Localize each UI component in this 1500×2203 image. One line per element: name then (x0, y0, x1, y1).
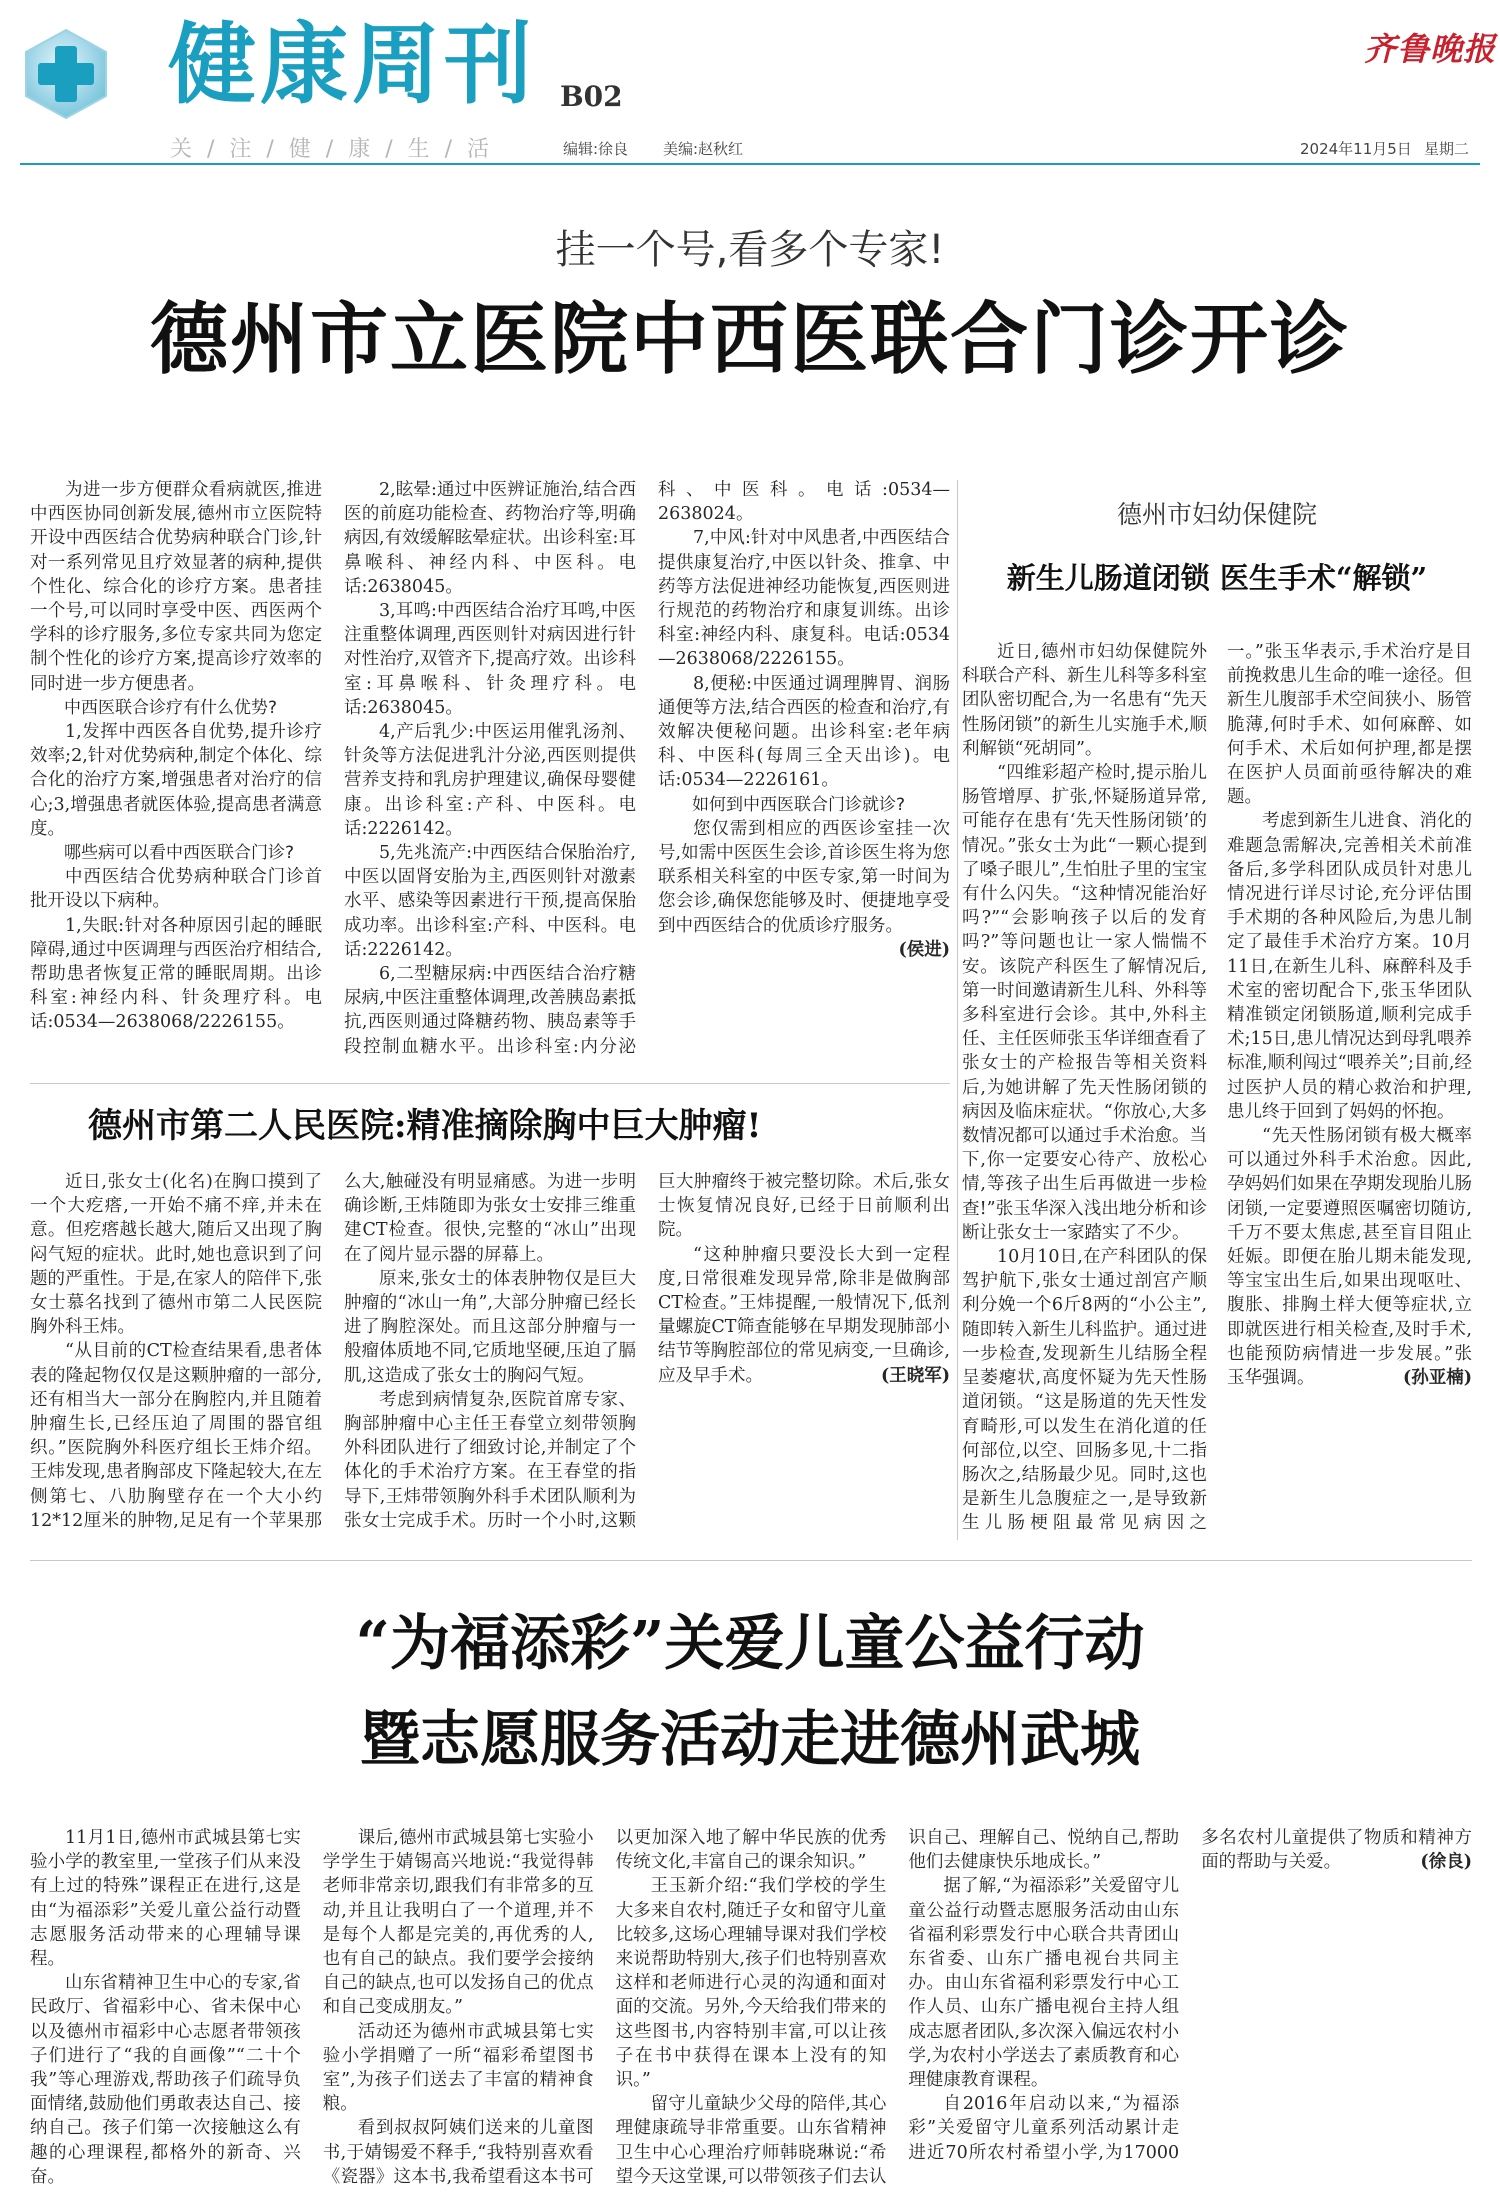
byline: (侯进) (898, 939, 950, 960)
main-kicker: 挂一个号,看多个专家! (555, 227, 945, 273)
issue-date: 2024年11月5日 (1300, 140, 1412, 158)
article-paragraph: 课后,德州市武城县第七实验小学学生于婧锡高兴地说:“我觉得韩老师非常亲切,跟我们有非常多的互动,并且让我明白了一个道理,并不是每个人都是完美的,再优秀的人,也有自己的缺点。我们要学会接纳自己的缺点,也可以发扬自己的优点和自己变成朋友。” (322, 1828, 594, 2018)
charity-article-body (30, 1826, 1472, 2190)
article-paragraph: “四维彩超产检时,提示胎儿肠管增厚、扩张,怀疑肠道异常,可能存在患有‘先天性肠闭锁’的情况。”张女士为此“一颗心提到了嗓子眼儿”,生怕肚子里的宝宝有什么闪失。“这种情况能治好吗?”“会影响孩子以后的发育吗?”等问题也让一家人惴惴不安。该院产科医生了解情况后,第一时间邀请新生儿科、外科等多科室进行会诊。其中,外科主任、主任医师张玉华详细查看了张女士的产检报告等相关资料后,为她讲解了先天性肠闭锁的病因及临床症状。“你放心,大多数情况都可以通过手术治愈。当下,你一定要安心待产、放松心情,等孩子出生后再做进一步检查!”张玉华深入浅出地分析和诊断让张女士一家踏实了不少。 (962, 763, 1207, 1243)
article-paragraph: 活动还为德州市武城县第七实验小学捐赠了一所“福彩希望图书室”,为孩子们送去了丰富的精神食粮。 (322, 2021, 594, 2115)
column-divider (957, 480, 958, 1540)
byline: (徐良) (1420, 1852, 1472, 1873)
page-number: B02 (560, 80, 623, 113)
main-article-body (30, 478, 950, 1072)
maternal-article-body (962, 640, 1472, 1538)
article-paragraph-text: “这种肿瘤只要没长大到一定程度,日常很难发现异常,除非是做胸部CT检查。”王炜提醒,一般情况下,低剂量螺旋CT筛查能够在早期发现肺部小结节等胸腔部位的常见病变,一旦确诊,应及早手术。 (658, 1244, 950, 1386)
article-paragraph: 中西医结合优势病种联合门诊首批开设以下病种。 (30, 867, 322, 912)
charity-headline-line1: “为福添彩”关爱儿童公益行动 (355, 1609, 1145, 1679)
article-paragraph: 3,耳鸣:中西医结合治疗耳鸣,中医注重整体调理,西医则针对病因进行针对性治疗,双管齐下,提高疗效。出诊科室:耳鼻喉科、针灸理疗科。电话:2638045。 (344, 601, 636, 718)
article-paragraph-text: 您仅需到相应的西医诊室挂一次号,如需中医医生会诊,首诊医生将为您联系相关科室的中医专家,第一时间为您会诊,确保您能够及时、便捷地享受到中西医结合的优质诊疗服务。 (658, 818, 950, 936)
section-divider (30, 1083, 950, 1084)
article-paragraph: 11月1日,德州市武城县第七实验小学的教室里,一堂孩子们从来没有上过的特殊”课程正在进行,这是由“为福添彩”关爱儿童公益行动暨志愿服务活动带来的心理辅导课程。 (30, 1828, 301, 1970)
newspaper-logo: 齐鲁晚报 (1364, 30, 1497, 68)
surgery-article-body (30, 1170, 950, 1538)
surgery-headline: 德州市第二人民医院:精准摘除胸中巨大肿瘤! (88, 1106, 762, 1146)
article-subhead: 哪些病可以看中西医联合门诊? (64, 843, 295, 864)
article-paragraph: 5,先兆流产:中西医结合保胎治疗,中医以固肾安胎为主,西医则针对激素水平、感染等因素进行干预,提高保胎成功率。出诊科室:产科、中医科。电话:2226142。 (344, 843, 636, 960)
article-paragraph: 山东省精神卫生中心的专家,省民政厅、省福彩中心、省未保中心以及德州市福彩中心志愿者带领孩子们进行了“我的自画像”“二十个我”等心理游戏,帮助孩子们疏导负面情绪,鼓励他们勇敢表达自己、接纳自己。孩子们第一次接触这么有趣的心理课程,都格外的新奇、兴奋。 (30, 1973, 301, 2187)
article-paragraph: “从目前的CT检查结果看,患者体表的隆起物仅仅是这颗肿瘤的一部分,还有相当大一部分在胸腔内,并且随着肿瘤生长,已经压迫了周围的器官组织。”医院胸外科医疗组长王炜介绍。王炜发现,患者胸部皮下隆起较大,在左侧第七、八肋胸壁存在一个大小约12*12厘米的肿物,足足有一个苹果那么大,触碰没有明显痛感。为进一步明确诊断,王炜随即为张女士安排三维重建CT检查。很快,完整的“冰山”出现在了阅片显示器的屏幕上。 (30, 1172, 636, 1531)
masthead-rule (20, 163, 1480, 165)
article-paragraph: 7,中风:针对中风患者,中西医结合提供康复治疗,中医以针灸、推拿、中药等方法促进神经功能恢复,西医则进行规范的药物治疗和康复训练。出诊科室:神经内科、康复科。电话:0534—2638068/2226155。 (658, 528, 950, 670)
maternal-source: 德州市妇幼保健院 (1116, 500, 1317, 529)
article-paragraph: 为进一步方便群众看病就医,推进中西医协同创新发展,德州市立医院特开设中西医结合优势病种联合门诊,针对一系列常见且疗效显著的病种,提供个性化、综合化的诊疗方案。患者挂一个号,可以同时享受中医、西医两个学科的诊疗服务,多位专家共同为您定制个性化的诊疗方案,提高诊疗效率的同时进一步方便患者。 (30, 480, 322, 694)
art-editor-credit: 美编:赵秋红 (663, 140, 744, 158)
article-paragraph: 看到叔叔阿姨们送来的儿童图书,于婧锡爱不释手,“我特别喜欢看《瓷器》这本书,我希望看这本书可以更加深入地了解中华民族的优秀传统文化,丰富自己的课余知识。” (322, 1828, 887, 2187)
article-subhead: 中西医联合诊疗有什么优势? (64, 697, 278, 718)
article-paragraph: 据了解,“为福添彩”关爱留守儿童公益行动暨志愿服务活动由山东省福利彩票发行中心联合共青团山东省委、山东广播电视台共同主办。由山东省福利彩票发行中心工作人员、山东广播电视台主持人组成志愿者团队,多次深入偏远农村小学,为农村小学送去了素质教育和心理健康教育课程。 (908, 1876, 1180, 2091)
article-paragraph: 王玉新介绍:“我们学校的学生大多来自农村,随迁子女和留守儿童比较多,这场心理辅导课对我们学校来说帮助特别大,孩子们也特别喜欢这样和老师进行心灵的沟通和面对面的交流。另外,今天给我们带来的这些图书,内容特别丰富,可以让孩子在书中获得在课本上没有的知识。” (615, 1876, 887, 2091)
article-paragraph (658, 817, 950, 960)
article-paragraph-text: 自2016年启动以来,“为福添彩”关爱留守儿童系列活动累计走进近70所农村希望小学,为17000多名农村儿童提供了物质和精神方面的帮助与关爱。 (908, 1828, 1472, 2163)
section-title: 健康周刊 (168, 12, 537, 116)
main-headline: 德州市立医院中西医联合门诊开诊 (149, 294, 1350, 385)
article-paragraph-text: “先天性肠闭锁有极大概率可以通过外科手术治愈。因此,孕妈妈们如果在孕期发现胎儿肠闭锁,一定要遵照医嘱密切随访,千万不要太焦虑,甚至盲目阻止妊娠。即便在胎儿期未能发现,等宝宝出生后,如果出现呕吐、腹胀、排胸土样大便等症状,立即就医进行相关检查,及时手术,也能预防病情进一步发展。”张玉华强调。 (1227, 1126, 1472, 1389)
article-paragraph: 10月10日,在产科团队的保驾护航下,张女士通过剖宫产顺利分娩一个6斤8两的“小公主”,随即转入新生儿科监护。通过进一步检查,发现新生儿结肠全程呈萎瘪状,高度怀疑为先天性肠道闭锁。“这是肠道的先天性发育畸形,可以发生在消化道的任何部位,以空、回肠多见,十二指肠次之,结肠最少见。同时,这也是新生儿急腹症之一,是导致新生儿肠梗阻最常见病因之一。”张玉华表示,手术治疗是目前挽救患儿生命的唯一途径。但新生儿腹部手术空间狭小、肠管脆薄,何时手术、如何麻醉、如何手术、术后如何护理,都是摆在医护人员面前亟待解决的难题。 (962, 642, 1472, 1534)
article-paragraph: 原来,张女士的体表肿物仅是巨大肿瘤的“冰山一角”,大部分肿瘤已经长进了胸腔深处。而且这部分肿瘤与一般瘤体质地不同,它质地坚硬,压迫了膈肌,这造成了张女士的胸闷气短。 (344, 1268, 636, 1386)
article-paragraph (658, 1243, 950, 1388)
article-paragraph: 6,二型糖尿病:中西医结合治疗糖尿病,中医注重整体调理,改善胰岛素抵抗,西医则通过降糖药物、胰岛素等手段控制血糖水平。出诊科室:内分泌科、中医科。电话:0534—2638024。 (344, 480, 950, 1057)
charity-headline-line2: 暨志愿服务活动走进德州武城 (360, 1705, 1140, 1775)
article-paragraph: 近日,德州市妇幼保健院外科联合产科、新生儿科等多科室团队密切配合,为一名患有“先天性肠闭锁”的新生儿实施手术,顺利解锁“死胡同”。 (962, 642, 1207, 759)
masthead (0, 0, 1500, 170)
issue-weekday: 星期二 (1424, 140, 1470, 158)
slogan: 关 / 注 / 健 / 康 / 生 / 活 (170, 137, 493, 162)
article-subhead: 如何到中西医联合门诊就诊? (692, 794, 906, 815)
medical-cross-icon (20, 28, 112, 120)
article-paragraph: 2,眩晕:通过中医辨证施治,结合西医的前庭功能检查、药物治疗等,明确病因,有效缓解眩晕症状。出诊科室:耳鼻喉科、神经内科、中医科。电话:2638045。 (344, 480, 636, 597)
byline: (王晓军) (880, 1365, 950, 1386)
article-paragraph: 考虑到病情复杂,医院首席专家、胸部肿瘤中心主任王春堂立刻带领胸外科团队进行了细致讨论,并制定了个体化的手术治疗方案。在王春堂的指导下,王炜带领胸外科手术团队顺利为张女士完成手术。历时一个小时,这颗巨大肿瘤终于被完整切除。术后,张女士恢复情况良好,已经于日前顺利出院。 (344, 1172, 950, 1531)
article-paragraph: 1,发挥中西医各自优势,提升诊疗效率;2,针对优势病种,制定个体化、综合化的治疗方案,增强患者对治疗的信心;3,增强患者就医体验,提高患者满意度。 (30, 722, 322, 839)
article-paragraph: 4,产后乳少:中医运用催乳汤剂、针灸等方法促进乳汁分泌,西医则提供营养支持和乳房护理建议,确保母婴健康。出诊科室:产科、中医科。电话:2226142。 (344, 722, 636, 839)
article-paragraph (1227, 1124, 1472, 1390)
maternal-headline: 新生儿肠道闭锁 医生手术“解锁” (1006, 561, 1428, 595)
article-paragraph: 留守儿童缺少父母的陪伴,其心理健康疏导非常重要。山东省精神卫生中心心理治疗师韩晓琳说:“希望今天这堂课,可以带领孩子们去认识自己、理解自己、悦纳自己,帮助他们去健康快乐地成长。” (615, 1828, 1180, 2187)
byline: (孙亚楠) (1402, 1368, 1472, 1389)
article-paragraph: 8,便秘:中医通过调理脾胃、润肠通便等方法,结合西医的检查和治疗,有效解决便秘问题。出诊科室:老年病科、中医科(每周三全天出诊)。电话:0534—2226161。 (658, 673, 950, 791)
article-paragraph: 考虑到新生儿进食、消化的难题急需解决,完善相关术前准备后,多学科团队成员针对患儿情况进行详尽讨论,充分评估围手术期的各种风险后,为患儿制定了最佳手术治疗方案。10月11日,在新生儿科、麻醉科及手术室的密切配合下,张玉华团队精准锁定闭锁肠道,顺利完成手术;15日,患儿情况达到母乳喂养标准,顺利闯过“喂养关”;目前,经过医护人员的精心救治和护理,患儿终于回到了妈妈的怀抱。 (1227, 811, 1472, 1122)
section-divider (30, 1560, 1472, 1561)
article-paragraph: 1,失眠:针对各种原因引起的睡眠障碍,通过中医调理与西医治疗相结合,帮助患者恢复正常的睡眠周期。出诊科室:神经内科、针灸理疗科。电话:0534—2638068/2226155。 (30, 915, 322, 1033)
editor-credit: 编辑:徐良 (563, 140, 629, 158)
article-paragraph: 近日,张女士(化名)在胸口摸到了一个大疙瘩,一开始不痛不痒,并未在意。但疙瘩越长越大,随后又出现了胸闷气短的症状。此时,她也意识到了问题的严重性。于是,在家人的陪伴下,张女士慕名找到了德州市第二人民医院胸外科王炜。 (30, 1172, 322, 1338)
